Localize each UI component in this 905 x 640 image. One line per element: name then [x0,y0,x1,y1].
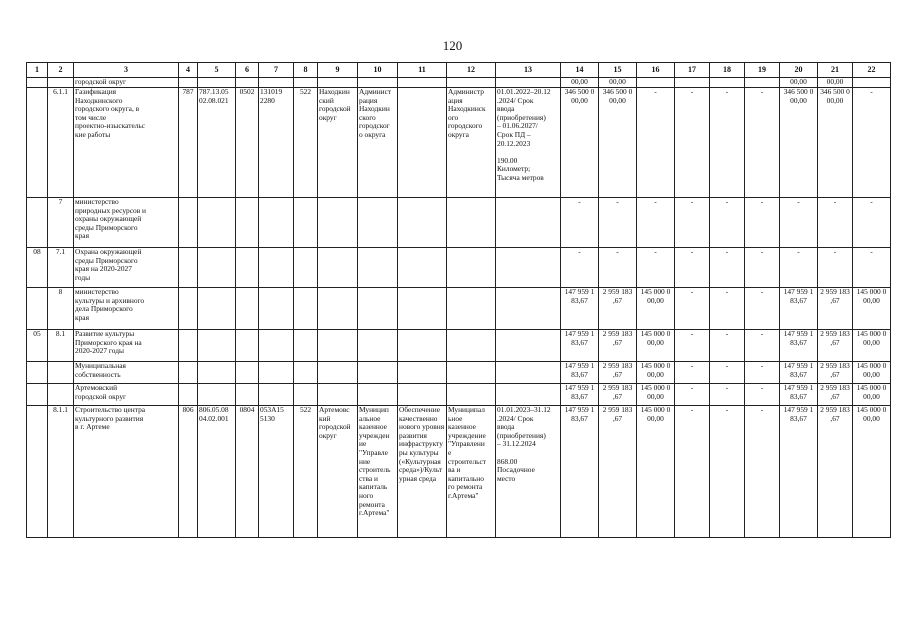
table-row [27,384,891,406]
table-cell: 147 959 1 83,67 [780,384,818,406]
table-cell [318,384,358,406]
table-cell: - [710,248,745,288]
table-cell [198,288,236,330]
table-cell [198,248,236,288]
table-cell [27,406,48,538]
table-cell: - [599,198,637,248]
table-cell: 01.01.2022–20.12 .2024/ Срок ввода (приобретения) – 01.06.2027/ Срок ПД – 20.12.2023 190.00 Километр; Тысяча метров [496,88,561,198]
table-row [27,406,891,538]
table-row [27,78,891,88]
table-cell: 346 500 0 00,00 [599,88,637,198]
table-cell: 8 [48,288,74,330]
table-cell [358,78,398,88]
table-cell: 00,00 [599,78,637,88]
table-cell [259,384,294,406]
table-cell: 145 000 0 00,00 [637,384,675,406]
table-cell [259,288,294,330]
table-cell [496,384,561,406]
table-cell: 2 959 183 ,67 [599,406,637,538]
table-cell [236,330,259,362]
table-cell: Строительство центра культурного развития в г. Артеме [74,406,179,538]
table-cell: 147 959 1 83,67 [780,406,818,538]
table-cell [318,198,358,248]
table-cell: 7.1 [48,248,74,288]
table-cell: - [637,198,675,248]
table-cell: 00,00 [818,78,853,88]
table-cell: министерство культуры и архивного дела Приморского края [74,288,179,330]
table-cell: - [745,288,780,330]
table-cell: - [599,248,637,288]
table-cell [198,198,236,248]
table-cell [27,88,48,198]
table-cell [358,248,398,288]
table-cell: Артемовский городской округ [74,384,179,406]
table-cell [358,362,398,384]
table-cell: 01.01.2023–31.12 .2024/ Срок ввода (приобретения) – 31.12.2024 868.00 Посадочное место [496,406,561,538]
table-cell: - [710,406,745,538]
table-cell: 08 [27,248,48,288]
table-cell [398,384,447,406]
table-cell: 053А15 5130 [259,406,294,538]
table-cell [198,384,236,406]
table-cell: 0502 [236,88,259,198]
table-cell: 145 000 0 00,00 [637,288,675,330]
table-cell [294,288,318,330]
table-cell: 2 959 183 ,67 [818,384,853,406]
column-header: 12 [447,63,496,78]
table-cell [447,330,496,362]
table-cell [236,384,259,406]
table-cell: 2 959 183 ,67 [818,330,853,362]
table-cell: 00,00 [780,78,818,88]
column-header: 20 [780,63,818,78]
table-cell [27,384,48,406]
table-cell [259,362,294,384]
table-cell: 787 [179,88,198,198]
table-cell: 2 959 183 ,67 [818,362,853,384]
table-cell [48,78,74,88]
table-cell [447,384,496,406]
column-header: 10 [358,63,398,78]
table-cell: - [818,198,853,248]
table-cell: - [710,88,745,198]
table-cell [48,384,74,406]
table-cell: - [780,198,818,248]
table-cell [198,330,236,362]
table-cell: - [675,362,710,384]
column-header: 21 [818,63,853,78]
table-cell: 147 959 1 83,67 [561,330,599,362]
table-cell: 346 500 0 00,00 [561,88,599,198]
table-cell: 2 959 183 ,67 [818,406,853,538]
table-cell: 147 959 1 83,67 [780,288,818,330]
table-cell [179,362,198,384]
table-cell [447,362,496,384]
table-cell: 145 000 0 00,00 [853,406,891,538]
table-cell [294,78,318,88]
table-cell: - [818,248,853,288]
table-row [27,88,891,198]
column-header: 2 [48,63,74,78]
table-cell: Обеспечение качественно нового уровня развития инфраструкту ры культуры («Культурная среда»)/Культ урная среда [398,406,447,538]
table-cell [294,362,318,384]
table-cell: 522 [294,406,318,538]
table-cell [358,288,398,330]
table-cell: - [853,198,891,248]
column-header: 7 [259,63,294,78]
table-cell: 145 000 0 00,00 [637,406,675,538]
table-cell: Администр ация Находкинск ого городского округа [447,88,496,198]
budget-table [26,62,891,538]
table-cell [179,248,198,288]
table-cell [745,78,780,88]
column-header: 11 [398,63,447,78]
table-cell [294,330,318,362]
table-cell: 145 000 0 00,00 [637,330,675,362]
table-cell: 2 959 183 ,67 [599,362,637,384]
table-cell: 0804 [236,406,259,538]
table-cell [318,78,358,88]
column-header: 15 [599,63,637,78]
table-cell: - [710,384,745,406]
table-cell: - [637,88,675,198]
table-cell [259,330,294,362]
table-cell [637,78,675,88]
table-cell: - [745,384,780,406]
page-number: 120 [442,38,463,53]
table-cell: - [675,384,710,406]
table-cell: Находкин ский городской округ [318,88,358,198]
table-cell: 522 [294,88,318,198]
table-cell [496,78,561,88]
table-cell: Муниципальная собственность [74,362,179,384]
table-cell: 05 [27,330,48,362]
table-cell: - [745,406,780,538]
table-cell [179,384,198,406]
table-cell [48,362,74,384]
column-header: 8 [294,63,318,78]
table-cell: Муницип альное казенное учрежден ие "Управле ние строитель ства и капиталь ного ремонта г.Артема" [358,406,398,538]
table-cell: - [675,88,710,198]
table-cell [398,330,447,362]
table-cell: - [675,198,710,248]
table-cell [447,78,496,88]
table-cell [259,78,294,88]
column-header: 22 [853,63,891,78]
table-cell [294,384,318,406]
column-header: 19 [745,63,780,78]
table-cell: 145 000 0 00,00 [853,362,891,384]
table-cell: 8.1.1 [48,406,74,538]
table-cell [318,362,358,384]
table-cell: 787.13.05 02.08.021 [198,88,236,198]
table-cell: 806 [179,406,198,538]
table-cell: - [710,198,745,248]
table-cell: министерство природных ресурсов и охраны окружающей среды Приморского края [74,198,179,248]
table-cell: - [637,248,675,288]
column-header: 5 [198,63,236,78]
table-cell: - [745,362,780,384]
table-cell: - [561,198,599,248]
column-header: 6 [236,63,259,78]
table-row [27,362,891,384]
table-row [27,288,891,330]
table-cell [236,198,259,248]
table-cell [236,248,259,288]
table-cell: 346 500 0 00,00 [818,88,853,198]
table-cell: 00,00 [561,78,599,88]
table-cell: 7 [48,198,74,248]
table-cell [447,288,496,330]
table-cell: 147 959 1 83,67 [780,330,818,362]
table-cell [27,362,48,384]
table-cell: - [710,362,745,384]
table-cell [294,198,318,248]
table-cell: 145 000 0 00,00 [853,330,891,362]
table-cell [294,248,318,288]
column-header-row [27,63,891,78]
table-cell [198,362,236,384]
table-cell: - [675,288,710,330]
table-cell [496,330,561,362]
table-cell: - [745,248,780,288]
table-cell [853,78,891,88]
table-cell: Муниципал ьное казенное учреждение "Управлени е строительст ва и капитально го ремонта г.Артема" [447,406,496,538]
table-cell [710,78,745,88]
table-cell [318,330,358,362]
table-cell [447,248,496,288]
table-cell: 2 959 183 ,67 [599,384,637,406]
table-cell [398,248,447,288]
table-cell [179,330,198,362]
table-cell [179,288,198,330]
table-cell [236,288,259,330]
table-cell: 806.05.08 04.02.001 [198,406,236,538]
table-cell [358,330,398,362]
table-cell: - [710,288,745,330]
column-header: 18 [710,63,745,78]
table-cell [179,78,198,88]
table-cell: - [675,248,710,288]
table-cell: 6.1.1 [48,88,74,198]
table-cell: - [745,330,780,362]
table-cell [236,78,259,88]
table-cell [179,198,198,248]
column-header: 17 [675,63,710,78]
table-cell [318,288,358,330]
table-cell: 147 959 1 83,67 [561,406,599,538]
table-cell: Охрана окружающей среды Приморского края на 2020-2027 годы [74,248,179,288]
table-row [27,330,891,362]
table-cell: - [853,248,891,288]
table-cell [398,198,447,248]
table-cell: 145 000 0 00,00 [853,384,891,406]
table-cell: 8.1 [48,330,74,362]
table-cell: 147 959 1 83,67 [561,384,599,406]
table-cell: 346 500 0 00,00 [780,88,818,198]
column-header: 13 [496,63,561,78]
table-cell [259,248,294,288]
table-cell [398,88,447,198]
table-cell: - [745,88,780,198]
table-cell [318,248,358,288]
table-cell [496,198,561,248]
table-cell [675,78,710,88]
table-cell: 145 000 0 00,00 [853,288,891,330]
table-cell: - [561,248,599,288]
table-cell: 2 959 183 ,67 [599,330,637,362]
table-cell [398,288,447,330]
table-cell: - [853,88,891,198]
column-header: 4 [179,63,198,78]
table-cell: - [675,406,710,538]
table-cell: 145 000 0 00,00 [637,362,675,384]
column-header: 1 [27,63,48,78]
table-cell: Артемовс кий городской округ [318,406,358,538]
column-header: 16 [637,63,675,78]
table-cell [27,198,48,248]
table-cell [496,362,561,384]
table-cell [259,198,294,248]
table-cell: Газификация Находкинского городского округа, в том числе проектно-изыскательс кие работы [74,88,179,198]
table-cell [27,78,48,88]
table-cell [358,198,398,248]
table-cell: - [780,248,818,288]
table-cell [27,288,48,330]
table-row [27,198,891,248]
table-cell: - [745,198,780,248]
table-cell: 147 959 1 83,67 [780,362,818,384]
table-cell: 147 959 1 83,67 [561,288,599,330]
table-cell: городской округ [74,78,179,88]
table-cell [198,78,236,88]
table-cell [236,362,259,384]
table-cell: Админист рация Находкин ского городског о округа [358,88,398,198]
table-cell: - [710,330,745,362]
column-header: 3 [74,63,179,78]
table-cell: 147 959 1 83,67 [561,362,599,384]
table-cell [496,248,561,288]
table-cell: 2 959 183 ,67 [818,288,853,330]
table-cell [496,288,561,330]
column-header: 9 [318,63,358,78]
table-row [27,248,891,288]
table-cell [398,78,447,88]
table-cell [447,198,496,248]
table-cell: 131019 2280 [259,88,294,198]
table-cell: - [675,330,710,362]
table-cell: Развитие культуры Приморского края на 2020-2027 годы [74,330,179,362]
table-cell [398,362,447,384]
table-cell [358,384,398,406]
column-header: 14 [561,63,599,78]
table-cell: 2 959 183 ,67 [599,288,637,330]
